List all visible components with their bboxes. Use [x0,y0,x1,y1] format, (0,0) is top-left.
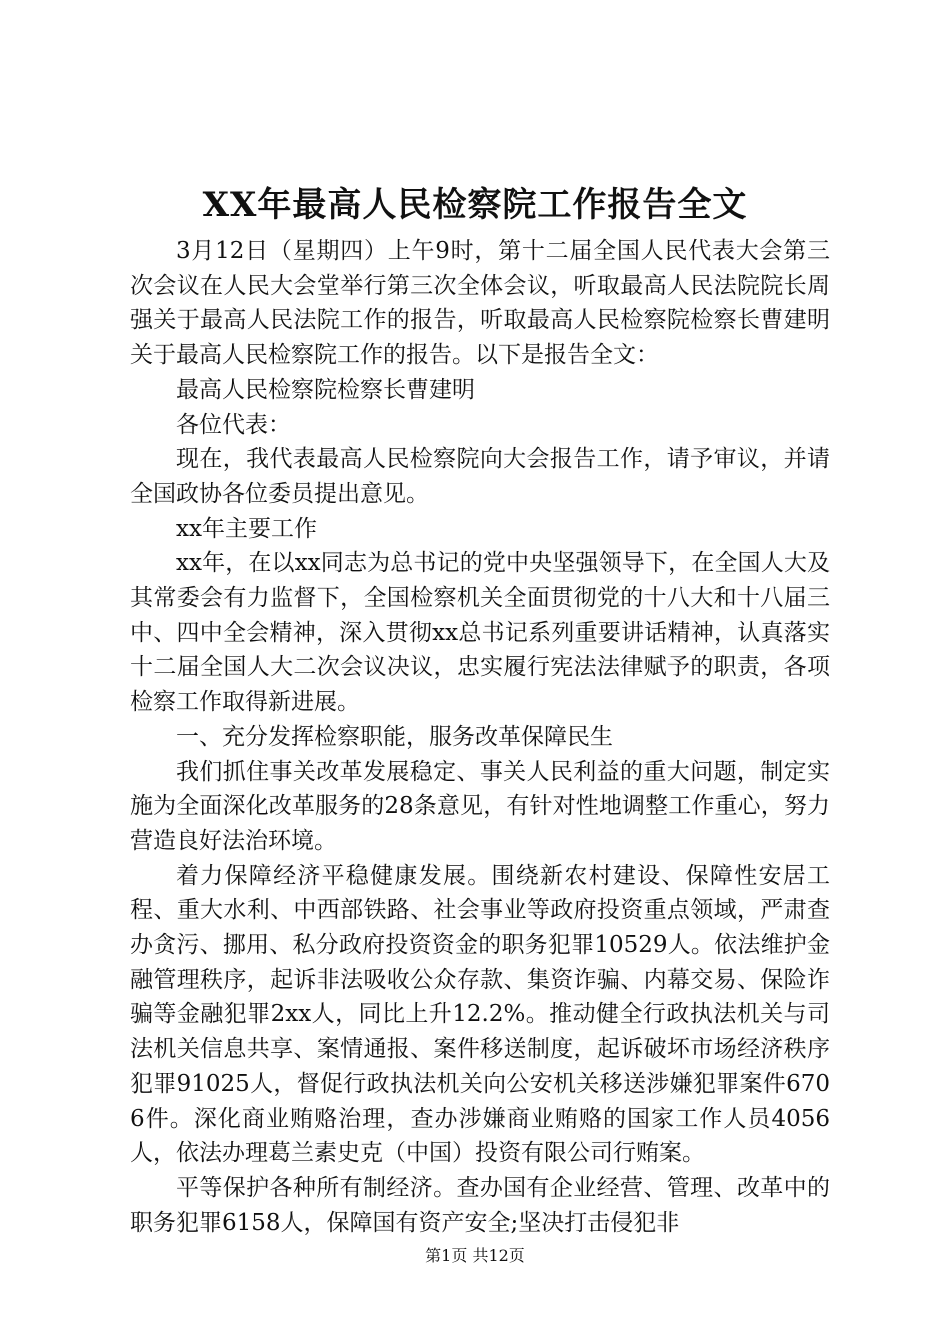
paragraph: 我们抓住事关改革发展稳定、事关人民利益的重大问题，制定实施为全面深化改革服务的28条意见，有针对性地调整工作重心，努力营造良好法治环境。 [130,758,830,854]
paragraph: 3月12日（星期四）上午9时，第十二届全国人民代表大会第三次会议在人民大会堂举行第三次全体会议，听取最高人民法院院长周强关于最高人民法院工作的报告，听取最高人民检察院检察长曹建明关于最高人民检察院工作的报告。以下是报告全文： [130,238,830,369]
paragraph: 着力保障经济平稳健康发展。围绕新农村建设、保障性安居工程、重大水利、中西部铁路、社会事业等政府投资重点领域，严肃查办贪污、挪用、私分政府投资资金的职务犯罪10529人。依法维护金融管理秩序，起诉非法吸收公众存款、集资诈骗、内幕交易、保险诈骗等金融犯罪2xx人，同比上升12.2%。推动健全行政执法机关与司法机关信息共享、案情通报、案件移送制度，起诉破坏市场经济秩序犯罪91025人，督促行政执法机关向公安机关移送涉嫌犯罪案件6706件。深化商业贿赂治理，查办涉嫌商业贿赂的国家工作人员4056人，依法办理葛兰素史克（中国）投资有限公司行贿案。 [130,862,830,1167]
paragraph: xx年，在以xx同志为总书记的党中央坚强领导下，在全国人大及其常委会有力监督下，全国检察机关全面贯彻党的十八大和十八届三中、四中全会精神，深入贯彻xx总书记系列重要讲话精神，认真落实十二届全国人大二次会议决议，忠实履行宪法法律赋予的职责，各项检察工作取得新进展。 [130,550,830,716]
document-title: XX年最高人民检察院工作报告全文 [202,185,748,225]
paragraph: 各位代表： [176,411,291,438]
document-body [130,234,830,1240]
paragraph: 最高人民检察院检察长曹建明 [176,376,475,403]
paragraph: 平等保护各种所有制经济。查办国有企业经营、管理、改革中的职务犯罪6158人，保障国有资产安全;坚决打击侵犯非 [130,1174,830,1236]
section-heading: xx年主要工作 [176,515,317,542]
section-heading: 一、充分发挥检察职能，服务改革保障民生 [176,723,613,750]
page-footer: 第1页 共12页 [425,1246,525,1265]
paragraph: 现在，我代表最高人民检察院向大会报告工作，请予审议，并请全国政协各位委员提出意见。 [130,446,830,507]
